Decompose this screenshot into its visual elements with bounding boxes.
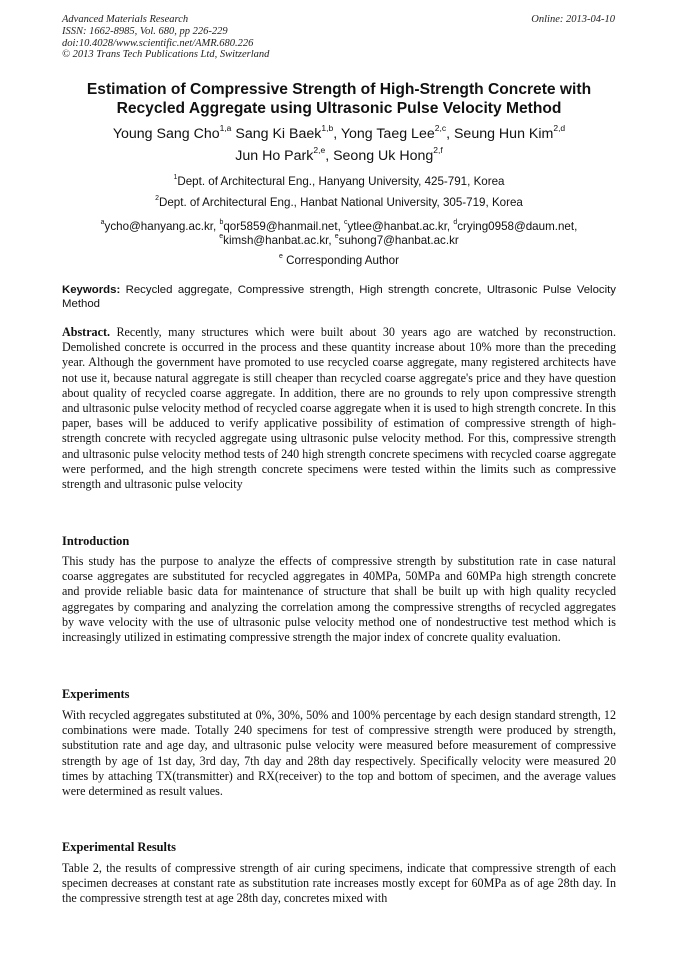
abstract <box>62 325 616 492</box>
affiliation-2: $^2$Dept. of Architectural Eng., Hanbat National University, 305-719, Korea <box>155 195 523 209</box>
section-text-introduction: This study has the purpose to analyze the effects of compressive strength by substitution rate in case natural coarse aggregates are substituted for recycled aggregates in 40MPa, 50MPa and 60MPa high strength concrete and provide reliable basic data for maintenance of structure that shall be built up with high quality recycled aggregates by comparing and analyzing the correlation among the compressive strengths of recycled aggregates by wave velocity with the use of ultrasonic pulse velocity method one of nondestructive test method which is increasingly utilized in estimating compressive strength the major index of concrete quality evaluation. <box>62 554 616 645</box>
author: Sang Ki Baek$^{1,b}$ <box>235 123 334 142</box>
section-heading-experiments: Experiments <box>62 687 130 701</box>
doi-line: doi:10.4028/www.scientific.net/AMR.680.226 <box>62 37 254 49</box>
keywords <box>62 283 616 311</box>
keywords-text: Recycled aggregate, Compressive strength, High strength concrete, Ultrasonic Pulse Velocity Method <box>62 284 616 310</box>
abstract-text: Recently, many structures which were built about 30 years ago are watched by reconstruction. Demolished concrete is occurred in the process and these quantity increase about 10% more than the preceding year. Although the government have promoted to use recycled coarse aggregate, many registered architects have not use it, because natural aggregate is still cheaper than recycled coarse aggregate's price and they have question about quality of recycled coarse aggregate. In addition, there are no grounds to rely upon compressive strength and ultrasonic pulse velocity method of recycled coarse aggregate when it is used to high strength concrete. In this paper, bases will be adduced to verify applicative possibility of estimation of compressive strength of high-strength concrete with recycled aggregate using ultrasonic pulse velocity method. For this, compressive strength and ultrasonic pulse velocity method tests of 240 high strength concrete specimens with recycled coarse aggregate were performed, and the high strength concrete specimens were tested within the limits such as compressive strength and ultrasonic pulse velocity <box>62 325 616 492</box>
section-text-experiments: With recycled aggregates substituted at 0%, 30%, 50% and 100% percentage by each design standard strength, 12 combinations were made. Totally 240 specimens for test of compressive strength were produced by strength, substitution rate and age day, and ultrasonic pulse velocity were measured before measurement of compressive strength by age of 1st day, 3rd day, 7th day and 28th day respectively. Specifically velocity were measured 20 times by attaching TX(transmitter) and RX(receiver) to the top and bottom of specimen, and the average values were determined as result values. <box>62 708 616 799</box>
copyright-line: © 2013 Trans Tech Publications Ltd, Switzerland <box>62 49 270 61</box>
keywords-label: Keywords: <box>62 284 121 296</box>
author: Seong Uk Hong$^{2,f}$ <box>333 145 443 164</box>
section-text-experimental-results: Table 2, the results of compressive strength of air curing specimens, indicate that compressive strength of each specimen decreases at constant rate as substitution rate increases mostly except for 60MPa as of age 28th day. In the compressive strength test at age 28th day, concretes mixed with <box>62 861 616 906</box>
email: $^e$suhong7@hanbat.ac.kr <box>334 233 459 247</box>
journal-name: Advanced Materials Research <box>62 14 189 25</box>
email-list <box>62 220 616 248</box>
online-date: Online: 2013-04-10 <box>531 14 615 25</box>
author: Young Sang Cho$^{1,a}$ <box>112 123 232 142</box>
email: $^e$kimsh@hanbat.ac.kr, <box>219 233 335 247</box>
abstract-label: Abstract. <box>62 325 111 339</box>
author: Jun Ho Park$^{2,e}$ <box>235 145 326 164</box>
section-heading-introduction: Introduction <box>62 534 130 548</box>
corresponding-author-note: $^e$ Corresponding Author <box>279 253 399 267</box>
email: $^a$ycho@hanyang.ac.kr, <box>100 219 220 233</box>
author-list: Young Sang Cho$^{1,a}$ Sang Ki Baek$^{1,b}$, Yong Taeg Lee$^{2,c}$, Seung Hun Kim$^{2,d}$ Jun Ho Park$^{2,e}$, Seong Uk Hong$^{2,f}$ <box>112 123 566 164</box>
section-heading-experimental-results: Experimental Results <box>62 840 176 854</box>
email: $^b$qor5859@hanmail.net, <box>219 219 345 233</box>
author: Yong Taeg Lee$^{2,c}$ <box>340 123 447 142</box>
email: $^d$crying0958@daum.net, <box>453 219 578 233</box>
issn-line: ISSN: 1662-8985, Vol. 680, pp 226-229 <box>62 25 228 37</box>
affiliation-1: $^1$Dept. of Architectural Eng., Hanyang University, 425-791, Korea <box>173 174 505 188</box>
paper-title: Estimation of Compressive Strength of High-Strength Concrete with Recycled Aggregate using Ultrasonic Pulse Velocity Method <box>86 81 592 117</box>
email: $^c$ytlee@hanbat.ac.kr, <box>344 219 454 233</box>
journal-header <box>62 14 269 61</box>
author: Seung Hun Kim$^{2,d}$ <box>453 123 566 142</box>
